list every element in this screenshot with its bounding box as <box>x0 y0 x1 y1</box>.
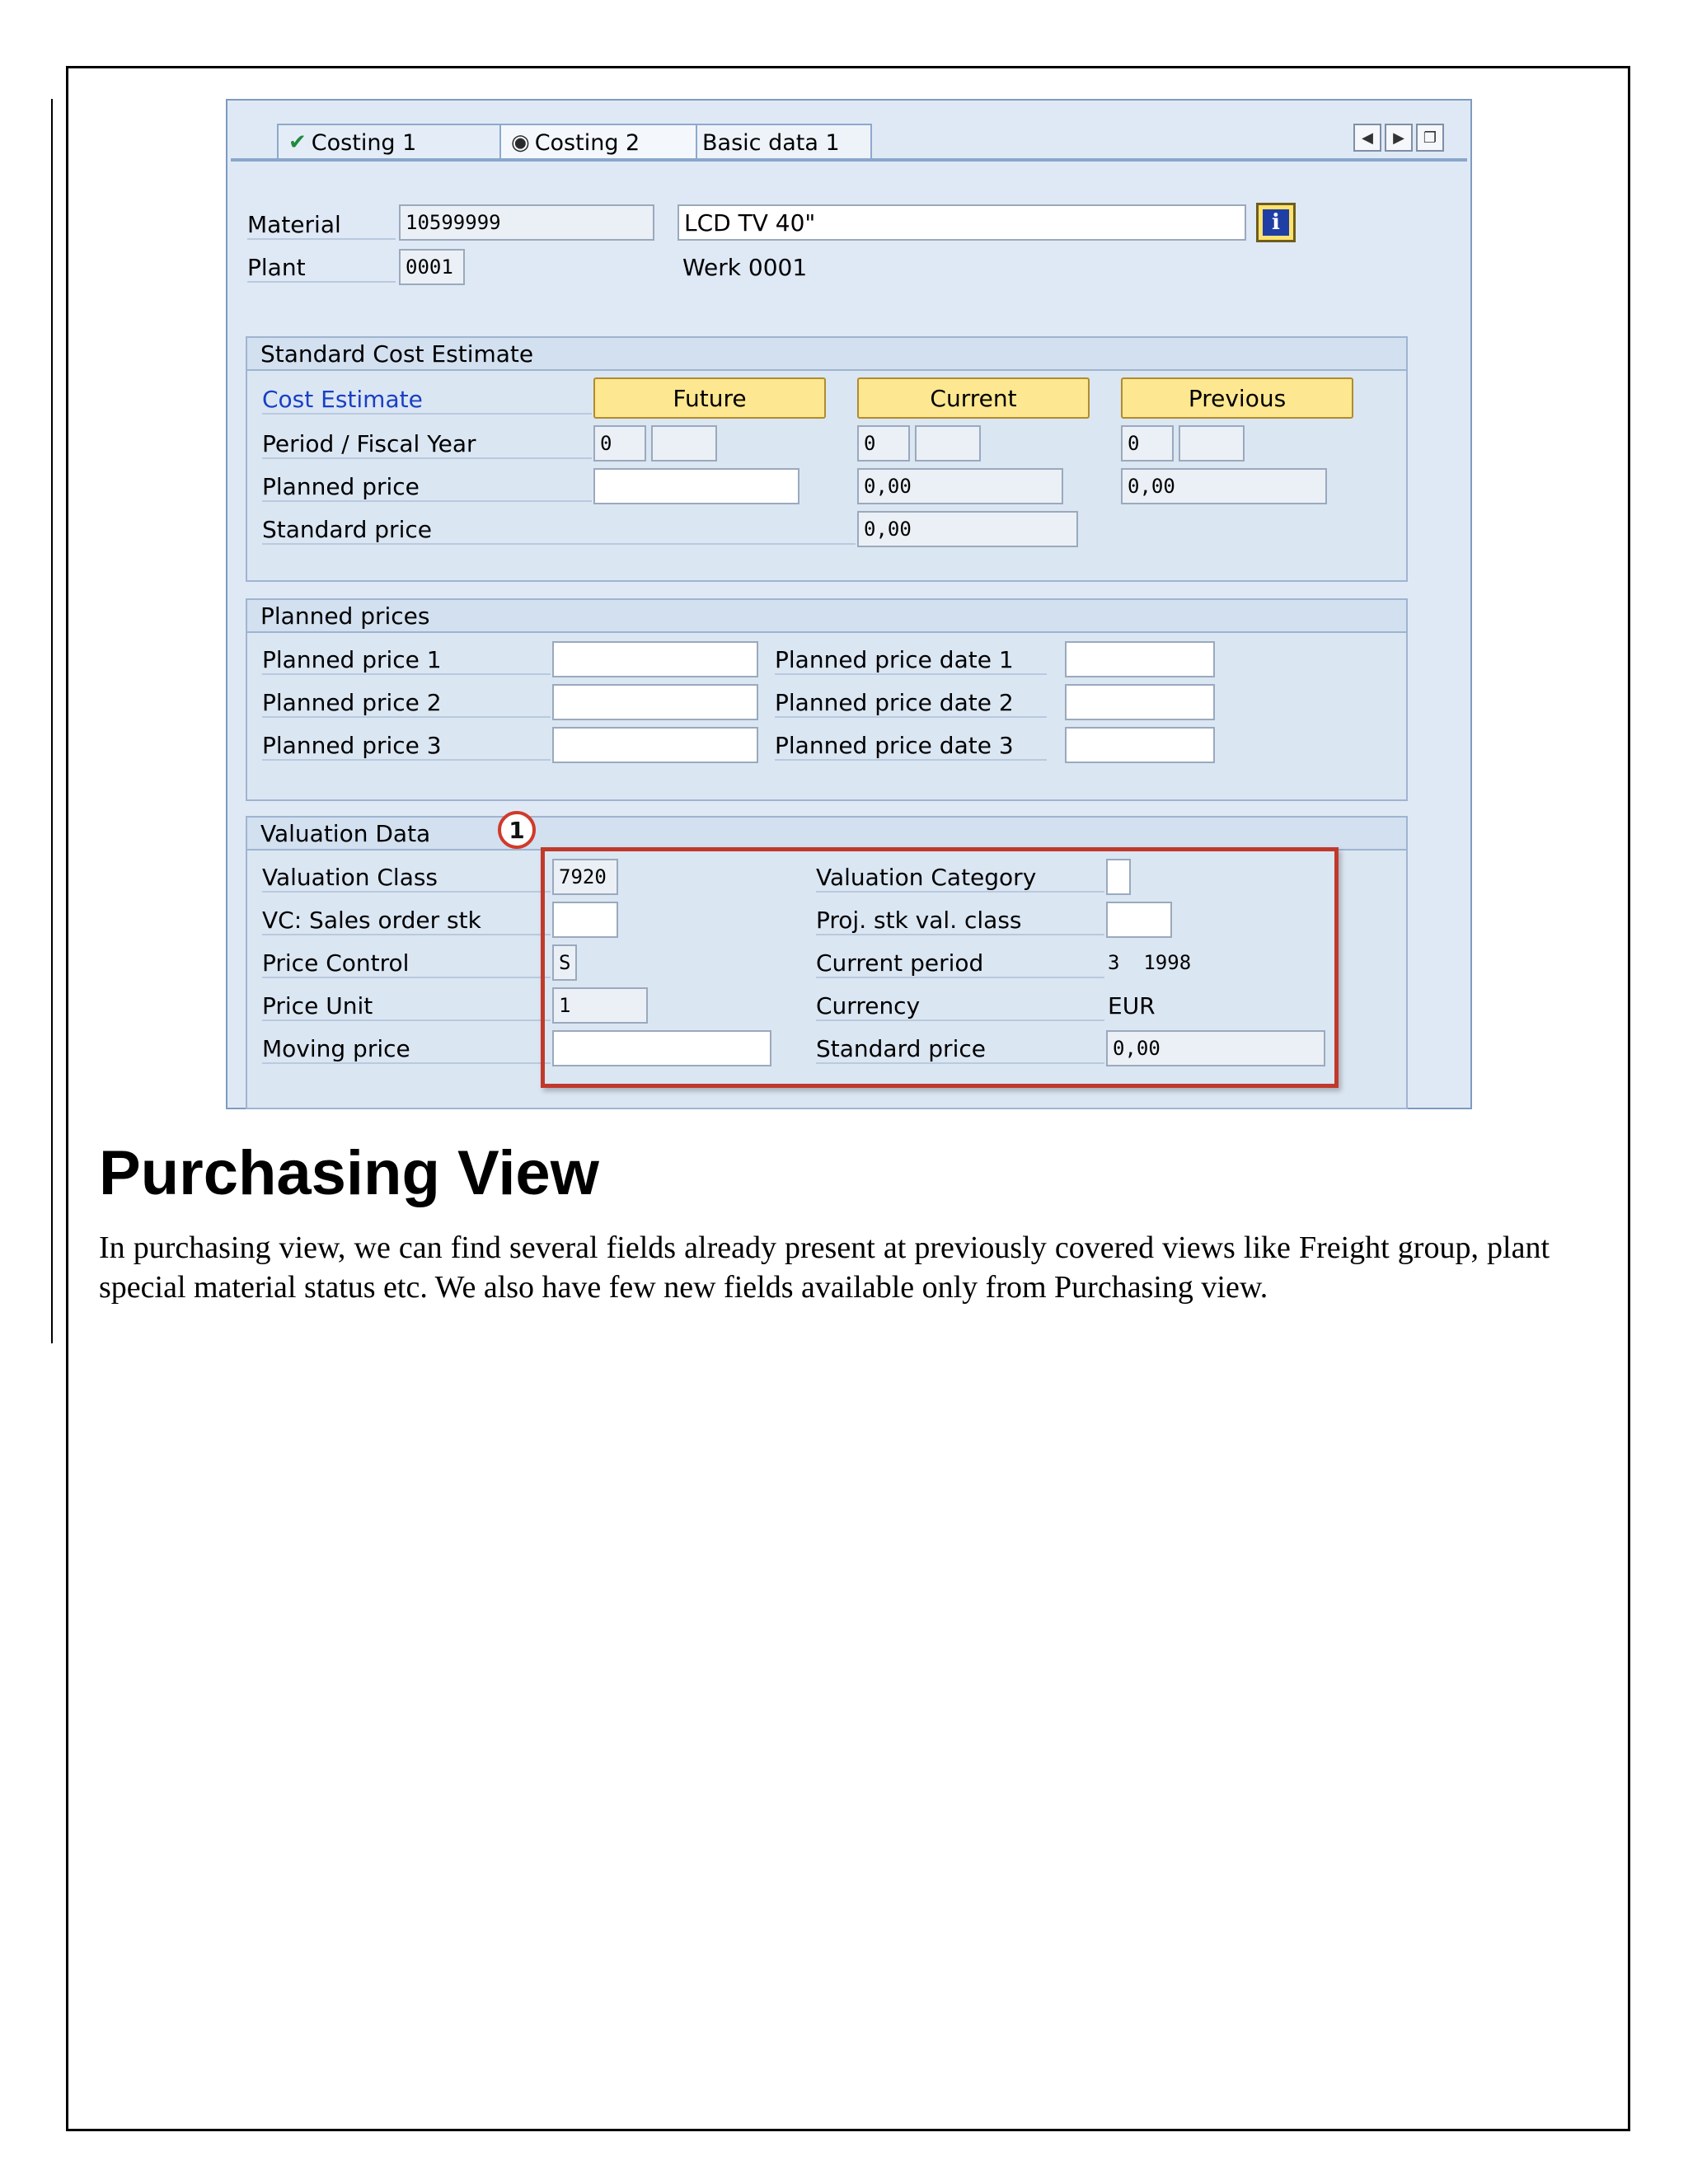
valuation-standard-price-label: Standard price <box>816 1035 1104 1064</box>
material-label: Material <box>247 211 396 240</box>
valuation-standard-price-field[interactable]: 0,00 <box>1106 1030 1325 1066</box>
planned-price-date-2-field[interactable] <box>1065 684 1215 720</box>
tab-label: Costing 2 <box>534 129 640 156</box>
plant-description: Werk 0001 <box>682 254 808 281</box>
cost-estimate-link[interactable]: Cost Estimate <box>262 386 592 415</box>
plant-field[interactable]: 0001 <box>399 249 465 285</box>
section-paragraph: In purchasing view, we can find several fields already present at previously covered views like Freight group, plant special material status etc. We also have few new fields available only from Purchasing view. <box>99 1230 1550 1305</box>
group-title: Planned prices <box>247 600 1406 633</box>
planned-price-3-field[interactable] <box>552 727 758 763</box>
vc-sales-order-label: VC: Sales order stk <box>262 907 551 935</box>
material-description-field[interactable]: LCD TV 40" <box>678 204 1246 241</box>
valuation-category-label: Valuation Category <box>816 864 1104 893</box>
planned-price-2-field[interactable] <box>552 684 758 720</box>
current-period-field[interactable]: 0 <box>857 425 910 462</box>
price-control-field[interactable]: S <box>552 944 577 981</box>
currency-label: Currency <box>816 992 1104 1021</box>
valuation-class-field[interactable]: 7920 <box>552 859 618 895</box>
planned-price-2-label: Planned price 2 <box>262 689 551 718</box>
section-heading: Purchasing View <box>99 1138 599 1208</box>
price-control-label: Price Control <box>262 949 551 978</box>
current-year-field[interactable] <box>915 425 981 462</box>
future-period-field[interactable]: 0 <box>593 425 646 462</box>
planned-price-label: Planned price <box>262 473 592 502</box>
standard-price-label: Standard price <box>262 516 856 545</box>
previous-planned-price-field[interactable]: 0,00 <box>1121 468 1327 504</box>
current-planned-price-field[interactable]: 0,00 <box>857 468 1063 504</box>
tab-list-icon[interactable]: ❐ <box>1416 124 1444 152</box>
moving-price-label: Moving price <box>262 1035 551 1064</box>
price-unit-field[interactable]: 1 <box>552 987 648 1024</box>
tab-label: Costing 1 <box>311 129 417 156</box>
tab-basic-data-1[interactable] <box>691 124 872 160</box>
current-button[interactable]: Current <box>857 377 1090 419</box>
proj-stk-val-class-label: Proj. stk val. class <box>816 907 1104 935</box>
planned-price-date-1-field[interactable] <box>1065 641 1215 677</box>
standard-cost-estimate-group <box>246 336 1408 582</box>
price-unit-label: Price Unit <box>262 992 551 1021</box>
tab-label: Basic data 1 <box>702 129 840 156</box>
planned-price-1-field[interactable] <box>552 641 758 677</box>
group-title: Valuation Data <box>247 818 1406 851</box>
future-planned-price-field[interactable] <box>593 468 799 504</box>
planned-price-date-2-label: Planned price date 2 <box>775 689 1047 718</box>
planned-price-date-3-field[interactable] <box>1065 727 1215 763</box>
scroll-left-icon[interactable]: ◀ <box>1353 124 1381 152</box>
previous-button[interactable]: Previous <box>1121 377 1353 419</box>
tab-costing-1[interactable] <box>277 124 524 160</box>
info-button[interactable] <box>1256 203 1296 242</box>
current-period-value: 3 1998 <box>1108 951 1192 974</box>
sap-material-screen <box>226 99 1472 1109</box>
planned-price-3-label: Planned price 3 <box>262 732 551 761</box>
tab-strip <box>227 101 1470 160</box>
previous-period-field[interactable]: 0 <box>1121 425 1174 462</box>
current-standard-price-field[interactable]: 0,00 <box>857 511 1078 547</box>
info-icon: i <box>1263 209 1289 236</box>
callout-highlight-box <box>541 847 1339 1088</box>
planned-price-date-3-label: Planned price date 3 <box>775 732 1047 761</box>
tab-strip-border <box>231 158 1467 162</box>
previous-year-field[interactable] <box>1179 425 1245 462</box>
group-title: Standard Cost Estimate <box>247 338 1406 371</box>
plant-label: Plant <box>247 254 396 283</box>
margin-line <box>51 99 53 1343</box>
scroll-right-icon[interactable]: ▶ <box>1385 124 1413 152</box>
period-fiscal-year-label: Period / Fiscal Year <box>262 430 592 459</box>
costing-tab-icon: ✔ <box>288 130 307 155</box>
callout-number-badge: 1 <box>498 811 536 849</box>
planned-prices-group <box>246 598 1408 801</box>
tab-costing-2[interactable] <box>499 124 697 160</box>
planned-price-1-label: Planned price 1 <box>262 646 551 675</box>
currency-value: EUR <box>1108 992 1156 1019</box>
future-year-field[interactable] <box>651 425 717 462</box>
costing-tab-icon: ◉ <box>511 130 530 155</box>
planned-price-date-1-label: Planned price date 1 <box>775 646 1047 675</box>
material-number-field[interactable]: 10599999 <box>399 204 654 241</box>
valuation-class-label: Valuation Class <box>262 864 551 893</box>
current-period-label: Current period <box>816 949 1104 978</box>
future-button[interactable]: Future <box>593 377 826 419</box>
